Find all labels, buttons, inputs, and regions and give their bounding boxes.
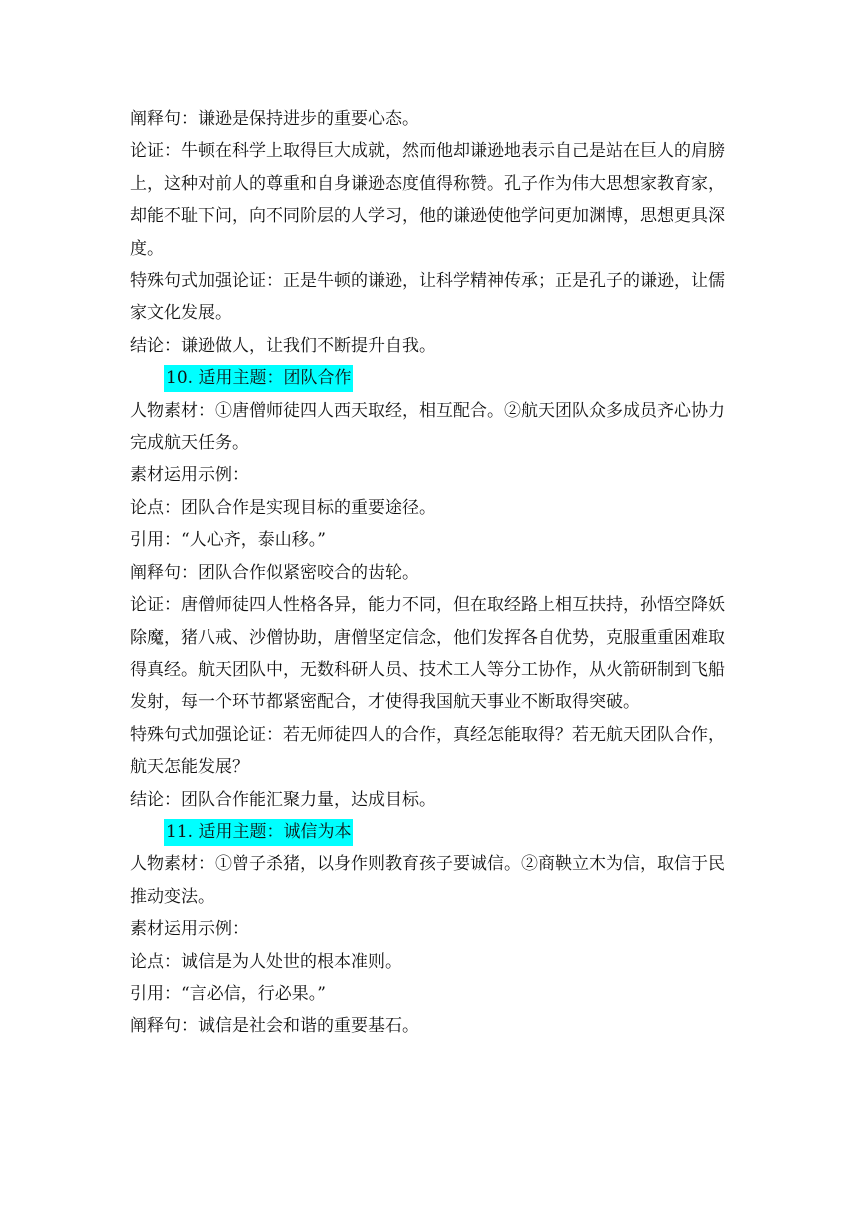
text-line: 家文化发展。 [130, 303, 232, 324]
text-line: 素材运用示例： [130, 465, 249, 486]
section-heading-row [130, 816, 734, 848]
document-page [130, 103, 734, 1043]
document-body [130, 103, 734, 1043]
text-line: 度。 [130, 238, 164, 259]
text-line: 阐释句：诚信是社会和谐的重要基石。 [130, 1016, 419, 1037]
text-line: 特殊句式加强论证：正是牛顿的谦逊，让科学精神传承；正是孔子的谦逊，让儒 [130, 271, 725, 292]
text-line: 除魔，猪八戒、沙僧协助，唐僧坚定信念，他们发挥各自优势，克服重重困难取 [130, 627, 725, 648]
text-line: 却能不耻下问，向不同阶层的人学习，他的谦逊使他学问更加渊博，思想更具深 [130, 206, 725, 227]
text-line: 引用：“人心齐，泰山移。” [130, 530, 326, 551]
text-line: 论证：唐僧师徒四人性格各异，能力不同，但在取经路上相互扶持，孙悟空降妖 [130, 595, 725, 616]
text-line: 发射，每一个环节都紧密配合，才使得我国航天事业不断取得突破。 [130, 692, 640, 713]
text-line: 得真经。航天团队中，无数科研人员、技术工人等分工协作，从火箭研制到飞船 [130, 659, 725, 680]
section-heading: 10. 适用主题：团队合作 [164, 365, 353, 392]
text-line: 引用：“言必信，行必果。” [130, 983, 326, 1004]
text-line: 结论：谦逊做人，让我们不断提升自我。 [130, 335, 436, 356]
text-line: 论点：团队合作是实现目标的重要途径。 [130, 497, 436, 518]
text-line: 论证：牛顿在科学上取得巨大成就，然而他却谦逊地表示自己是站在巨人的肩膀 [130, 141, 725, 162]
section-heading-row [130, 362, 734, 394]
text-line: 阐释句：谦逊是保持进步的重要心态。 [130, 109, 419, 129]
text-line: 阐释句：团队合作似紧密咬合的齿轮。 [130, 562, 419, 583]
text-line: 结论：团队合作能汇聚力量，达成目标。 [130, 789, 436, 810]
text-line: 素材运用示例： [130, 919, 249, 940]
text-line: 论点：诚信是为人处世的根本准则。 [130, 951, 402, 972]
text-line: 上，这种对前人的尊重和自身谦逊态度值得称赞。孔子作为伟大思想家教育家， [130, 173, 725, 194]
section-heading: 11. 适用主题：诚信为本 [164, 819, 353, 846]
text-line: 人物素材：①曾子杀猪，以身作则教育孩子要诚信。②商鞅立木为信，取信于民 [130, 854, 725, 875]
text-line: 航天怎能发展？ [130, 757, 249, 778]
text-line: 完成航天任务。 [130, 433, 249, 454]
text-line: 推动变法。 [130, 886, 215, 907]
text-line: 特殊句式加强论证：若无师徒四人的合作，真经怎能取得？若无航天团队合作， [130, 724, 725, 745]
text-line: 人物素材：①唐僧师徒四人西天取经，相互配合。②航天团队众多成员齐心协力 [130, 400, 725, 421]
